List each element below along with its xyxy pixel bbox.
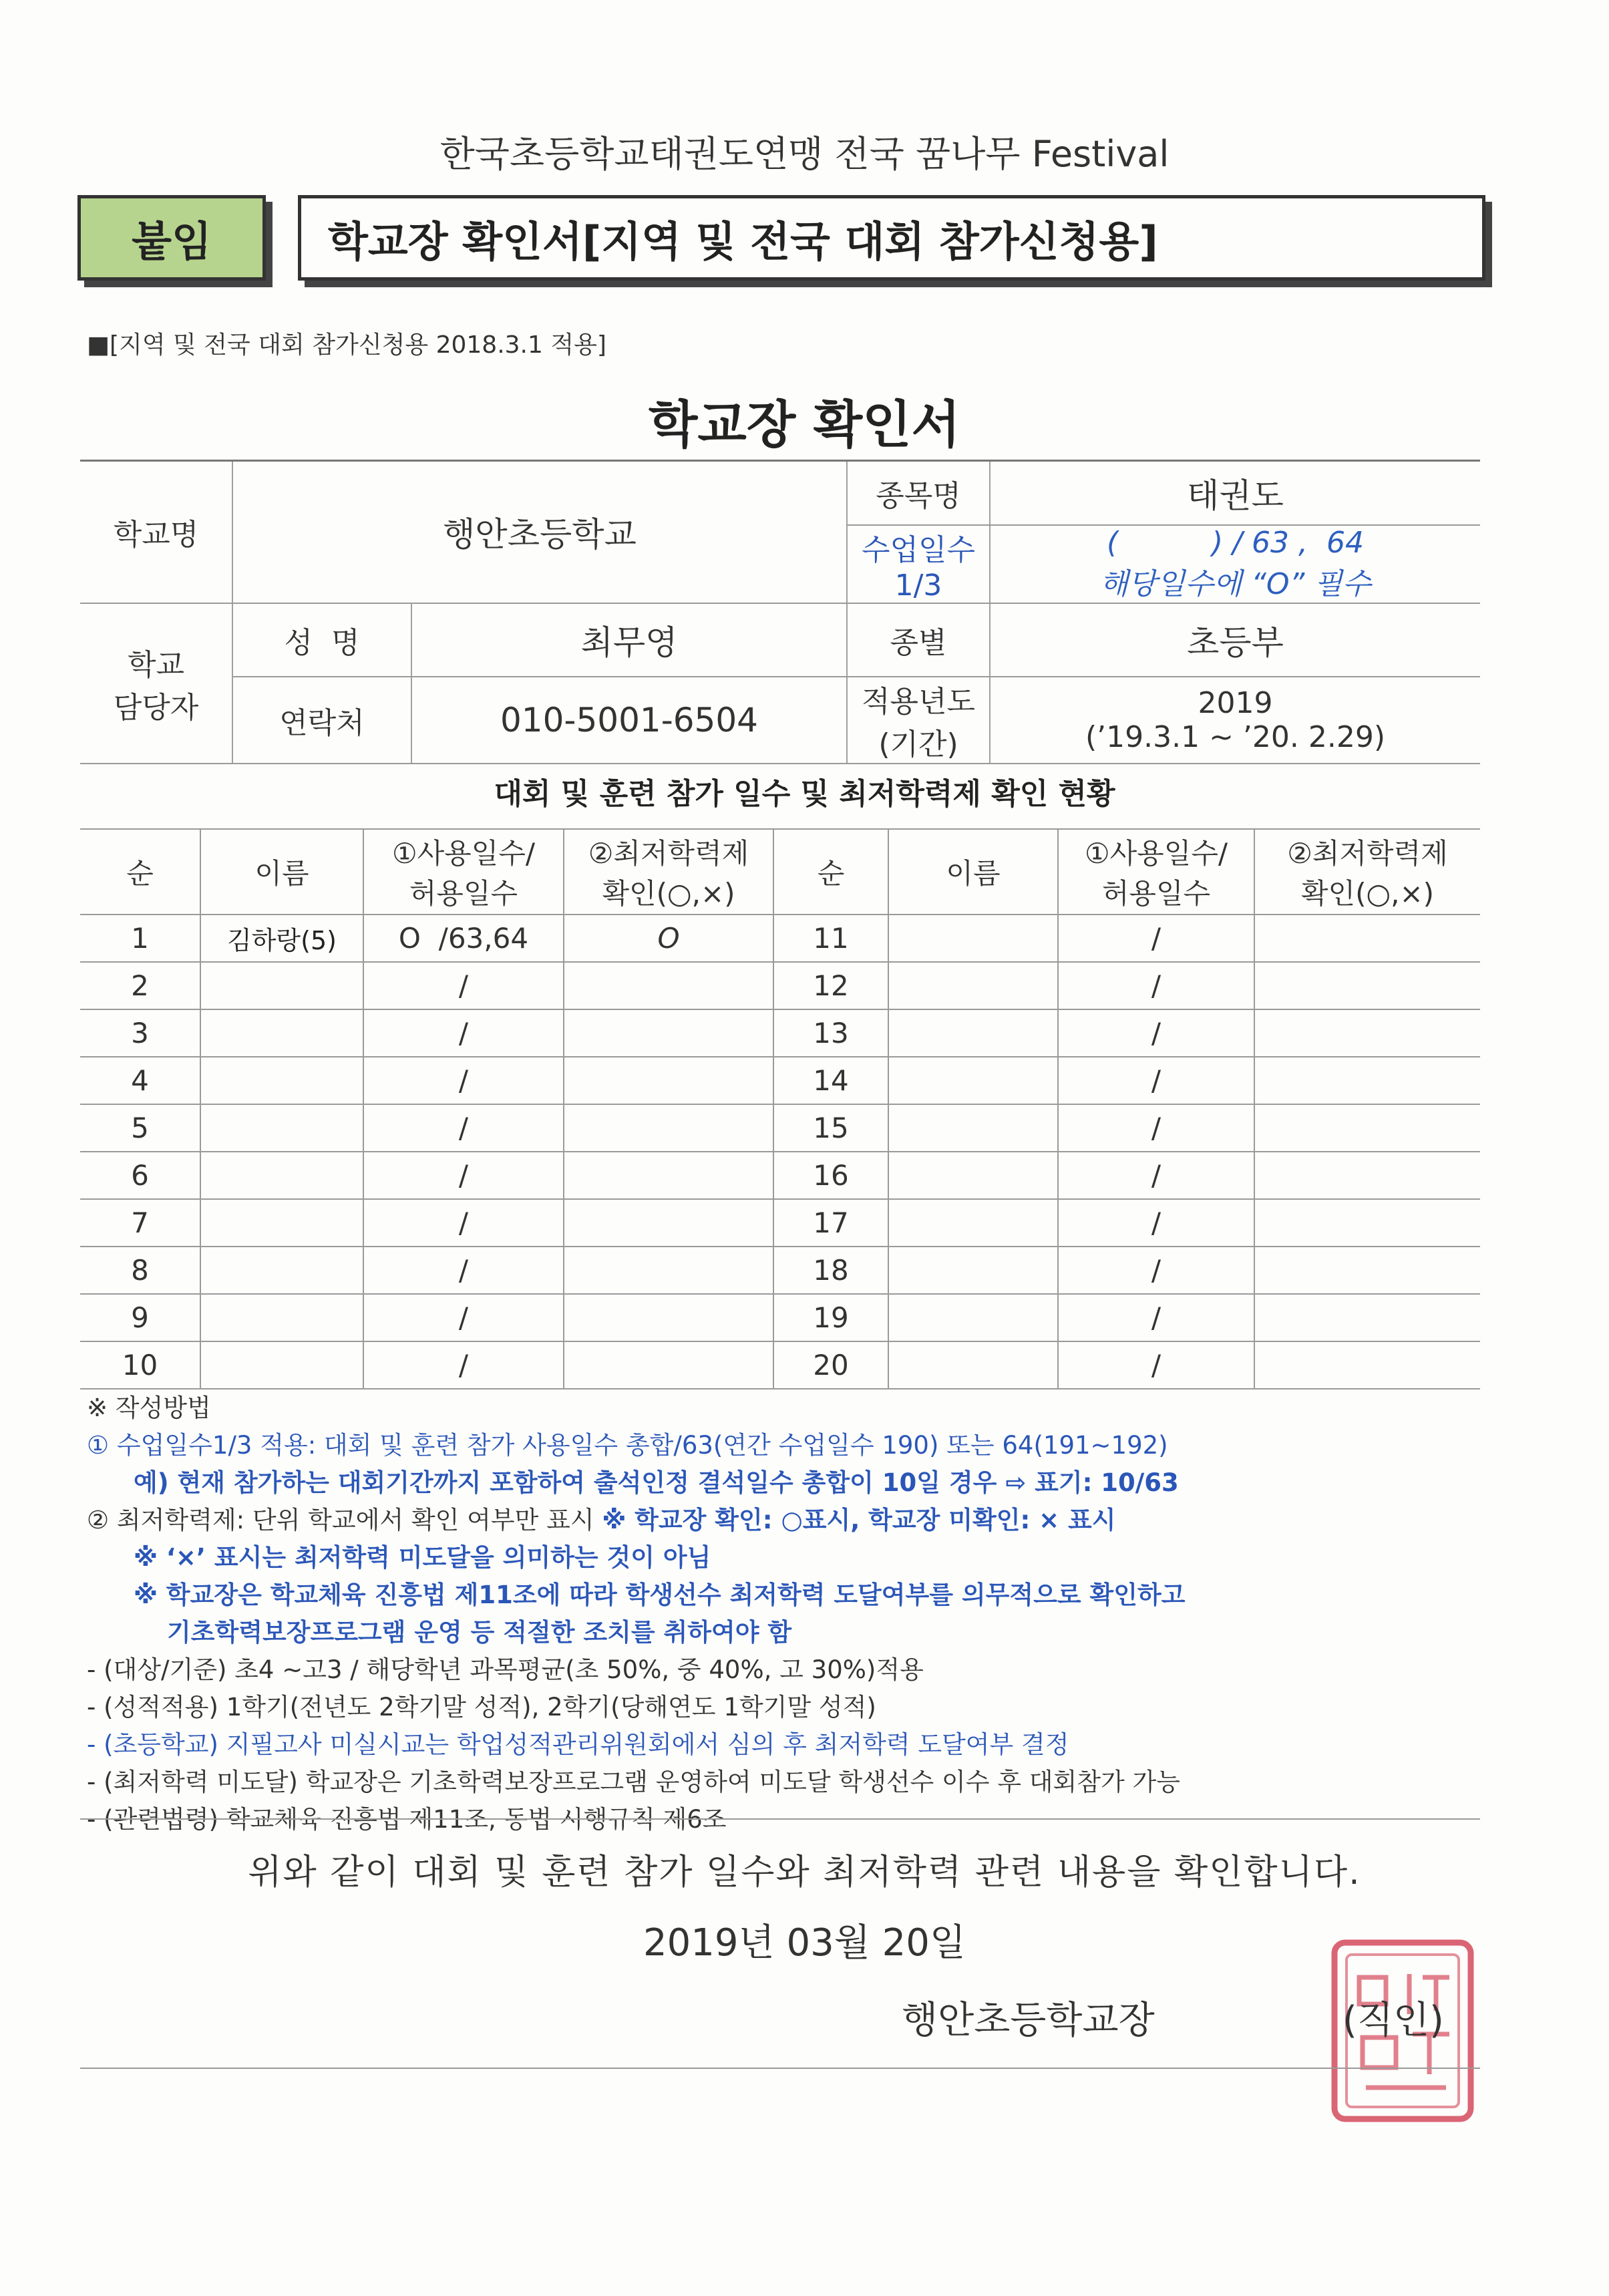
roster-table [80, 828, 1480, 1389]
header-days-line2: 허용일수 [409, 877, 518, 910]
table-row [80, 915, 1480, 962]
row-number: 16 [773, 1152, 888, 1199]
days-used: / [363, 1247, 564, 1294]
table-row [80, 1152, 1480, 1199]
student-name [200, 1009, 363, 1057]
student-name [888, 962, 1058, 1009]
section-title: 대회 및 훈련 참가 일수 및 최저학력제 확인 현황 [494, 777, 1115, 811]
instr-line: - (대상/기준) 초4 ~고3 / 해당학년 과목평균(초 50%, 중 40%, 고 30%)적용 [87, 1655, 924, 1684]
year-value [990, 677, 1480, 764]
days-used: / [1058, 1341, 1254, 1389]
instr-line: 예) 현재 참가하는 대회기간까지 포함하여 출석인정 결석일수 총합이 10일 경우 ⇨ 표기: 10/63 [134, 1468, 1179, 1497]
student-name [888, 1057, 1058, 1104]
days-used: / [363, 1341, 564, 1389]
achievement-check [564, 1294, 773, 1341]
instr-line: - (최저학력 미도달) 학교장은 기초학력보장프로그램 운영하여 미도달 학생선수 이수 후 대회참가 가능 [87, 1768, 1181, 1796]
manager-label [80, 603, 232, 764]
row-number: 1 [80, 915, 200, 962]
days-used: / [1058, 1247, 1254, 1294]
days-used: / [363, 962, 564, 1009]
achievement-check [1254, 1152, 1480, 1199]
row-number: 6 [80, 1152, 200, 1199]
instr-line: - (성적적용) 1학기(전년도 2학기말 성적), 2학기(당해연도 1학기말 성적) [87, 1693, 876, 1721]
header-no-2: 순 [773, 829, 888, 915]
achievement-check [1254, 1057, 1480, 1104]
instr-heading: ※ 작성방법 [87, 1393, 211, 1422]
achievement-check [1254, 1247, 1480, 1294]
header-check-2-line2: 확인(○,×) [1300, 877, 1435, 910]
days-used: / [363, 1152, 564, 1199]
school-value: 행안초등학교 [232, 461, 847, 603]
student-name [888, 1247, 1058, 1294]
header-check [564, 829, 773, 915]
row-number: 18 [773, 1247, 888, 1294]
header-no: 순 [80, 829, 200, 915]
header-check-line2: 확인(○,×) [602, 877, 735, 910]
year-label-line2: (기간) [878, 727, 958, 762]
seal-placeholder: (직인) [1343, 1999, 1444, 2042]
instr-line: 기초학력보장프로그램 운영 등 적절한 조치를 취하여야 함 [167, 1618, 792, 1647]
days-used: O /63,64 [363, 915, 564, 962]
student-name [888, 1104, 1058, 1152]
instr-line-part: ※ 학교장 확인: ○표시, 학교장 미확인: × 표시 [602, 1506, 1116, 1534]
achievement-check [564, 1057, 773, 1104]
achievement-check [1254, 1341, 1480, 1389]
row-number: 10 [80, 1341, 200, 1389]
table-row [80, 1199, 1480, 1247]
instr-line [87, 1502, 1489, 1539]
row-number: 14 [773, 1057, 888, 1104]
instr-line: ※ 학교장은 학교체육 진흥법 제11조에 따라 학생선수 최저학력 도달여부를 의무적으로 확인하고 [134, 1581, 1186, 1609]
attach-label: 붙임 [77, 195, 266, 281]
confirmation-statement: 위와 같이 대회 및 훈련 참가 일수와 최저학력 관련 내용을 확인합니다. [248, 1852, 1361, 1893]
header-days-line1: ①사용일수/ [391, 837, 536, 870]
festival-heading: 한국초등학교태권도연맹 전국 꿈나무 Festival [439, 133, 1170, 175]
student-name [200, 1247, 363, 1294]
manager-label-line2: 담당자 [113, 690, 199, 725]
instr-line: ① 수업일수1/3 적용: 대회 및 훈련 참가 사용일수 총합/63(연간 수업일수 190) 또는 64(191~192) [87, 1431, 1168, 1460]
school-label: 학교명 [80, 461, 232, 603]
table-row [80, 1294, 1480, 1341]
row-number: 11 [773, 915, 888, 962]
instructions [87, 1389, 1489, 1838]
achievement-check [564, 1104, 773, 1152]
achievement-check [1254, 1294, 1480, 1341]
achievement-check [1254, 915, 1480, 962]
row-number: 17 [773, 1199, 888, 1247]
achievement-check: O [564, 915, 773, 962]
header-check-2-line1: ②최저학력제 [1287, 837, 1448, 870]
days-label [847, 525, 990, 603]
table-row [80, 1009, 1480, 1057]
row-number: 12 [773, 962, 888, 1009]
category-value: 초등부 [990, 603, 1480, 677]
row-number: 3 [80, 1009, 200, 1057]
instr-line-part: ② 최저학력제: 단위 학교에서 확인 여부만 표시 [87, 1506, 602, 1534]
days-used: / [1058, 1057, 1254, 1104]
principal-name: 행안초등학교장 [902, 1999, 1155, 2042]
days-used: / [363, 1199, 564, 1247]
days-used: / [363, 1057, 564, 1104]
header-days-2-line2: 허용일수 [1101, 877, 1211, 910]
header-name-2: 이름 [888, 829, 1058, 915]
achievement-check [564, 1009, 773, 1057]
achievement-check [564, 1152, 773, 1199]
achievement-check [1254, 1199, 1480, 1247]
contact-value: 010-5001-6504 [411, 677, 847, 764]
name-value: 최무영 [411, 603, 847, 677]
application-note: ■[지역 및 전국 대회 참가신청용 2018.3.1 적용] [87, 331, 606, 359]
days-used: / [1058, 1294, 1254, 1341]
row-number: 13 [773, 1009, 888, 1057]
table-row [80, 962, 1480, 1009]
achievement-check [564, 1341, 773, 1389]
days-used: / [363, 1009, 564, 1057]
year-label [847, 677, 990, 764]
student-name [888, 1152, 1058, 1199]
contact-label: 연락처 [232, 677, 411, 764]
student-name [200, 1341, 363, 1389]
days-value-line1: ( ) / 63 , 64 [1107, 525, 1364, 560]
sport-label: 종목명 [847, 461, 990, 525]
row-number: 9 [80, 1294, 200, 1341]
roster-header-row [80, 829, 1480, 915]
student-name [888, 1294, 1058, 1341]
divider [80, 1818, 1480, 1820]
days-used: / [1058, 1104, 1254, 1152]
days-used: / [1058, 915, 1254, 962]
header-name: 이름 [200, 829, 363, 915]
instr-line: - (초등학교) 지필고사 미실시교는 학업성적관리위원회에서 심의 후 최저학력 도달여부 결정 [87, 1730, 1069, 1759]
header-check-2 [1254, 829, 1480, 915]
days-used: / [363, 1294, 564, 1341]
category-label: 종별 [847, 603, 990, 677]
student-name [200, 1104, 363, 1152]
days-label-line2: 1/3 [894, 568, 942, 603]
student-name [200, 962, 363, 1009]
header-days [363, 829, 564, 915]
info-table [80, 460, 1480, 764]
student-name [888, 915, 1058, 962]
student-name [888, 1341, 1058, 1389]
table-row [80, 1104, 1480, 1152]
achievement-check [564, 1199, 773, 1247]
student-name [200, 1294, 363, 1341]
days-label-line1: 수업일수 [861, 532, 975, 567]
student-name [888, 1199, 1058, 1247]
year-value-line1: 2019 [1198, 685, 1273, 720]
table-row [80, 1341, 1480, 1389]
year-label-line1: 적용년도 [861, 684, 975, 719]
row-number: 8 [80, 1247, 200, 1294]
name-label: 성 명 [232, 603, 411, 677]
table-row [80, 1057, 1480, 1104]
sport-value: 태권도 [990, 461, 1480, 525]
achievement-check [564, 962, 773, 1009]
row-number: 5 [80, 1104, 200, 1152]
title-box: 학교장 확인서[지역 및 전국 대회 참가신청용] [298, 195, 1485, 281]
student-name: 김하랑(5) [200, 915, 363, 962]
table-row [80, 1247, 1480, 1294]
row-number: 15 [773, 1104, 888, 1152]
days-value [990, 525, 1480, 603]
divider [80, 2068, 1480, 2069]
days-used: / [1058, 1199, 1254, 1247]
document-title: 학교장 확인서 [649, 395, 960, 454]
instr-line: ※ ‘×’ 표시는 최저학력 미도달을 의미하는 것이 아님 [134, 1543, 711, 1572]
days-value-line2: 해당일수에 “O” 필수 [1099, 566, 1371, 601]
row-number: 7 [80, 1199, 200, 1247]
row-number: 2 [80, 962, 200, 1009]
header-days-2 [1058, 829, 1254, 915]
student-name [888, 1009, 1058, 1057]
manager-label-line1: 학교 [127, 647, 184, 682]
header-check-line1: ②최저학력제 [588, 837, 749, 870]
row-number: 4 [80, 1057, 200, 1104]
achievement-check [564, 1247, 773, 1294]
row-number: 19 [773, 1294, 888, 1341]
year-value-line2: (’19.3.1 ~ ’20. 2.29) [1085, 719, 1386, 754]
achievement-check [1254, 962, 1480, 1009]
days-used: / [1058, 1152, 1254, 1199]
student-name [200, 1152, 363, 1199]
days-used: / [1058, 1009, 1254, 1057]
header-days-2-line1: ①사용일수/ [1084, 837, 1228, 870]
days-used: / [363, 1104, 564, 1152]
achievement-check [1254, 1104, 1480, 1152]
achievement-check [1254, 1009, 1480, 1057]
student-name [200, 1199, 363, 1247]
row-number: 20 [773, 1341, 888, 1389]
instr-line: - (관련법령) 학교체육 진흥법 제11조, 동법 시행규칙 제6조 [87, 1805, 727, 1834]
student-name [200, 1057, 363, 1104]
document-date: 2019년 03월 20일 [643, 1921, 966, 1965]
days-used: / [1058, 962, 1254, 1009]
